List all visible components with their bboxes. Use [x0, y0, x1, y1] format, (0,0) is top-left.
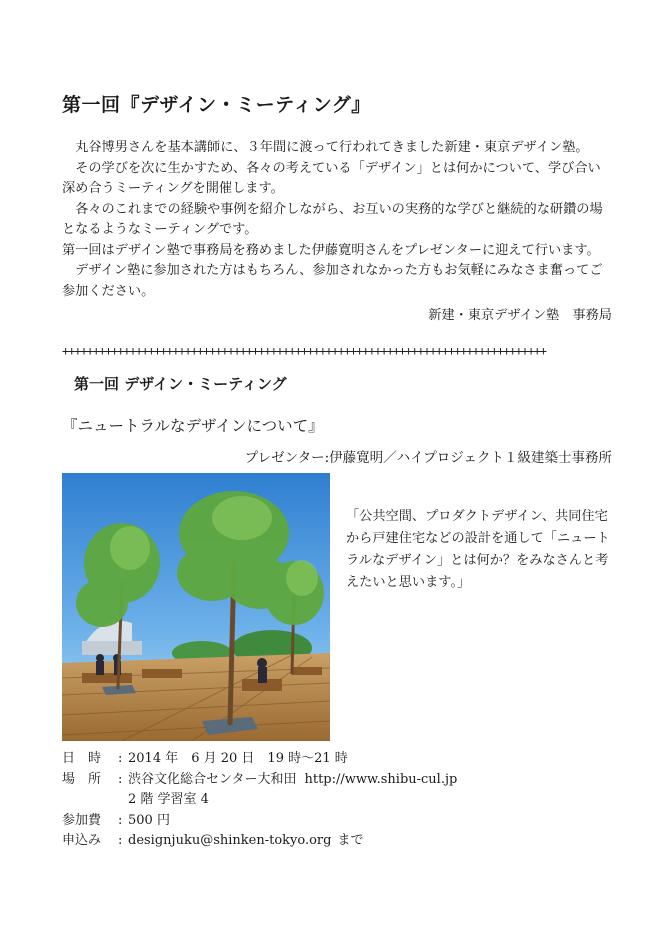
event-subtitle: 『ニュートラルなデザインについて』 [62, 417, 324, 435]
apply-suffix: まで [337, 833, 364, 848]
apply-email-link[interactable]: designjuku@shinken-tokyo.org [128, 833, 332, 848]
venue-url-link[interactable]: http://www.shibu-cul.jp [304, 771, 458, 787]
intro-line: 深め合うミーティングを開催します。 [62, 181, 284, 196]
venue-row [62, 770, 457, 791]
presenter-quote [346, 506, 616, 594]
organizer-signature: 新建・東京デザイン塾 事務局 [428, 308, 612, 323]
fee-row [62, 811, 457, 832]
venue-room: 2 階 学習室 4 [128, 792, 209, 807]
quote-line: 「公共空間、プロダクトデザイン、共同住宅 [346, 509, 608, 524]
plaza-photo [62, 473, 330, 741]
quote-line: ラルなデザイン」とは何か？をみなさんと考 [346, 553, 609, 568]
intro-paragraph [62, 138, 622, 302]
quote-line: から戸建住宅などの設計を通して「ニュート [346, 531, 610, 546]
intro-line: 丸谷博男さんを基本講師に、３年間に渡って行われてきました新建・東京デザイン塾。 [62, 140, 589, 155]
event-heading: 第一回 デザイン・ミーティング [74, 375, 287, 393]
apply-row [62, 831, 457, 852]
label-separator: : [118, 751, 123, 766]
intro-line: となるようなミーティングです。 [62, 222, 258, 237]
venue-value: 渋谷文化総合センター大和田 [128, 771, 297, 787]
intro-line: 各々のこれまでの経験や事例を紹介しながら、お互いの実務的な学びと継続的な研鑽の場 [62, 201, 603, 217]
date-row [62, 749, 457, 770]
intro-line: その学びを次に生かすため、各々の考えている「デザイン」とは何かについて、学び合い [62, 160, 601, 176]
fee-label: 参加費 [62, 812, 102, 828]
intro-line: 第一回はデザイン塾で事務局を務めました伊藤寛明さんをプレゼンターに迎えて行います。 [62, 242, 600, 258]
label-separator: : [118, 812, 123, 828]
intro-line: デザイン塾に参加された方はもちろん、参加されなかった方もお気軽にみなさま奮ってご [62, 263, 603, 278]
page-title: 第一回『デザイン・ミーティング』 [62, 94, 371, 116]
venue-room-row [62, 790, 457, 811]
fee-value: 500 円 [128, 812, 170, 828]
presenter-line: プレゼンター:伊藤寛明／ハイプロジェクト１級建築士事務所 [244, 450, 612, 466]
apply-label: 申込み [62, 833, 102, 848]
event-details [62, 749, 457, 852]
label-separator: : [118, 833, 123, 848]
date-value: 2014 年 6 月 20 日 19 時〜21 時 [128, 751, 348, 766]
quote-line: えたいと思います。」 [346, 575, 471, 590]
date-label: 日 時 [62, 751, 102, 766]
intro-line: 参加ください。 [62, 283, 155, 299]
venue-label: 場 所 [62, 771, 102, 787]
label-separator: : [118, 771, 123, 787]
section-divider: +++++++++++++++++++++++++++++++++++++++++++++++++++++++++++++++++++++++++++++++ [62, 344, 546, 358]
